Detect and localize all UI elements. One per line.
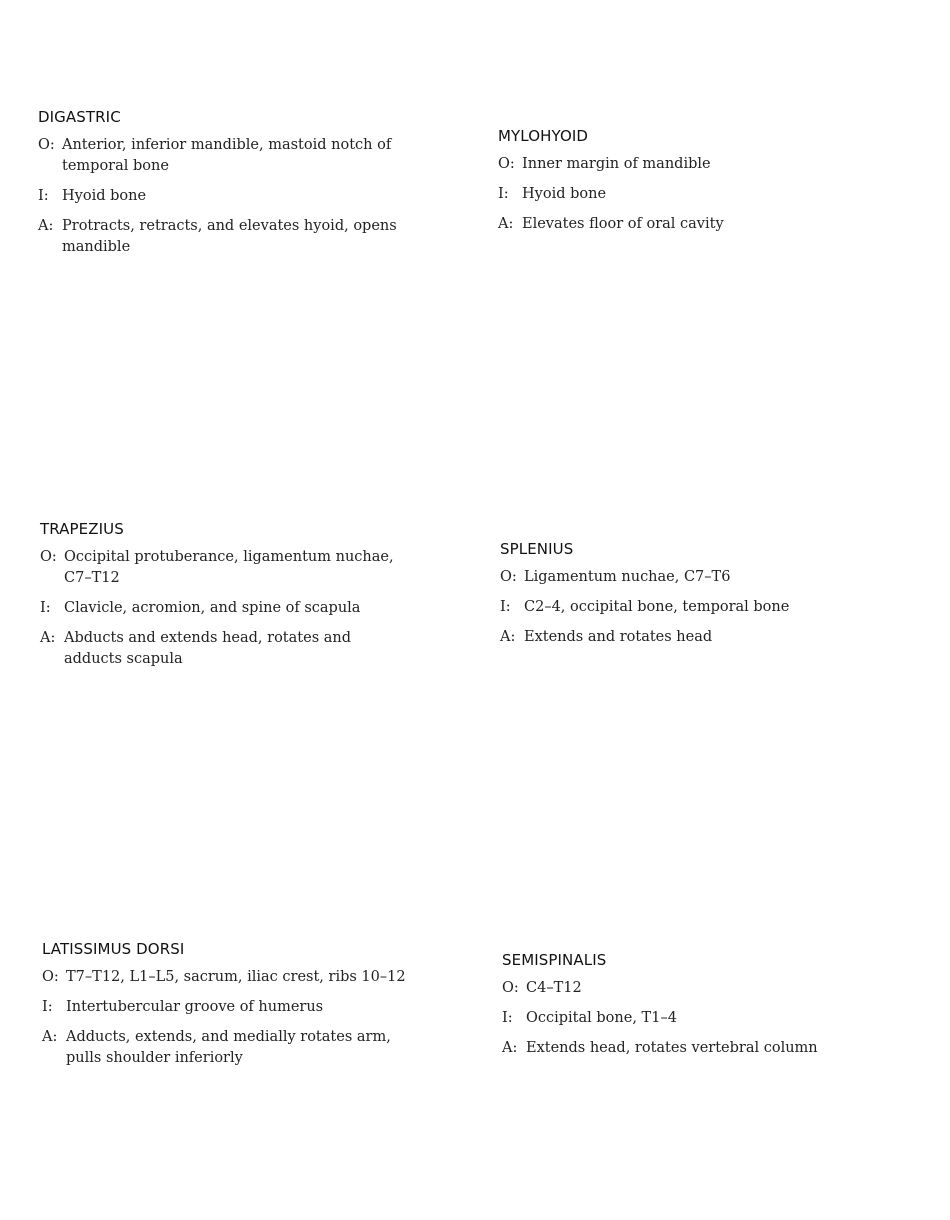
- action-label: A:: [498, 216, 514, 232]
- muscle-title: SPLENIUS: [500, 540, 574, 558]
- muscle-title: MYLOHYOID: [498, 127, 589, 145]
- origin-text: C4–T12: [526, 980, 582, 996]
- origin-text: T7–T12, L1–L5, sacrum, iliac crest, ribs 10–12: [66, 969, 406, 985]
- action-entry: [40, 628, 410, 670]
- origin-label: O:: [498, 156, 515, 172]
- action-entry: [38, 216, 398, 258]
- muscle-title: TRAPEZIUS: [40, 520, 124, 538]
- action-text: Protracts, retracts, and elevates hyoid, opens mandible: [62, 218, 397, 255]
- insertion-label: I:: [502, 1010, 513, 1026]
- insertion-text: Hyoid bone: [522, 186, 607, 202]
- muscle-card-trapezius: [40, 520, 410, 679]
- origin-entry: [42, 967, 422, 988]
- muscle-title: SEMISPINALIS: [502, 951, 607, 969]
- insertion-label: I:: [498, 186, 509, 202]
- origin-label: O:: [500, 569, 517, 585]
- muscle-card-splenius: [500, 540, 900, 657]
- origin-text: Inner margin of mandible: [522, 156, 711, 172]
- origin-entry: [38, 135, 398, 177]
- origin-entry: [502, 978, 902, 999]
- insertion-text: Occipital bone, T1–4: [526, 1010, 677, 1026]
- muscle-title: LATISSIMUS DORSI: [42, 940, 185, 958]
- origin-entry: [500, 567, 900, 588]
- action-entry: [498, 214, 898, 235]
- insertion-entry: [500, 597, 900, 618]
- insertion-entry: [38, 186, 398, 207]
- action-entry: [502, 1038, 902, 1059]
- action-text: Extends and rotates head: [524, 629, 713, 645]
- insertion-label: I:: [500, 599, 511, 615]
- insertion-text: C2–4, occipital bone, temporal bone: [524, 599, 790, 615]
- muscle-title: DIGASTRIC: [38, 108, 121, 126]
- origin-text: Anterior, inferior mandible, mastoid notch of temporal bone: [62, 137, 392, 174]
- action-text: Elevates floor of oral cavity: [522, 216, 724, 232]
- origin-text: Ligamentum nuchae, C7–T6: [524, 569, 731, 585]
- muscle-card-latissimus-dorsi: [42, 940, 422, 1078]
- action-label: A:: [38, 218, 54, 234]
- origin-label: O:: [40, 549, 57, 565]
- action-label: A:: [40, 630, 56, 646]
- muscle-card-semispinalis: [502, 951, 902, 1068]
- insertion-text: Hyoid bone: [62, 188, 147, 204]
- insertion-text: Clavicle, acromion, and spine of scapula: [64, 600, 361, 616]
- action-text: Adducts, extends, and medially rotates arm, pulls shoulder inferiorly: [66, 1029, 391, 1066]
- origin-label: O:: [42, 969, 59, 985]
- action-text: Abducts and extends head, rotates and adducts scapula: [64, 630, 352, 667]
- muscle-card-digastric: [38, 108, 398, 267]
- insertion-label: I:: [42, 999, 53, 1015]
- action-entry: [42, 1027, 422, 1069]
- action-text: Extends head, rotates vertebral column: [526, 1040, 818, 1056]
- insertion-label: I:: [38, 188, 49, 204]
- insertion-text: Intertubercular groove of humerus: [66, 999, 324, 1015]
- origin-text: Occipital protuberance, ligamentum nuchae, C7–T12: [64, 549, 394, 586]
- action-label: A:: [500, 629, 516, 645]
- origin-entry: [40, 547, 410, 589]
- insertion-entry: [40, 598, 410, 619]
- insertion-entry: [498, 184, 898, 205]
- insertion-entry: [42, 997, 422, 1018]
- action-label: A:: [502, 1040, 518, 1056]
- muscle-card-mylohyoid: [498, 127, 898, 244]
- insertion-entry: [502, 1008, 902, 1029]
- origin-label: O:: [38, 137, 55, 153]
- action-entry: [500, 627, 900, 648]
- origin-label: O:: [502, 980, 519, 996]
- origin-entry: [498, 154, 898, 175]
- insertion-label: I:: [40, 600, 51, 616]
- action-label: A:: [42, 1029, 58, 1045]
